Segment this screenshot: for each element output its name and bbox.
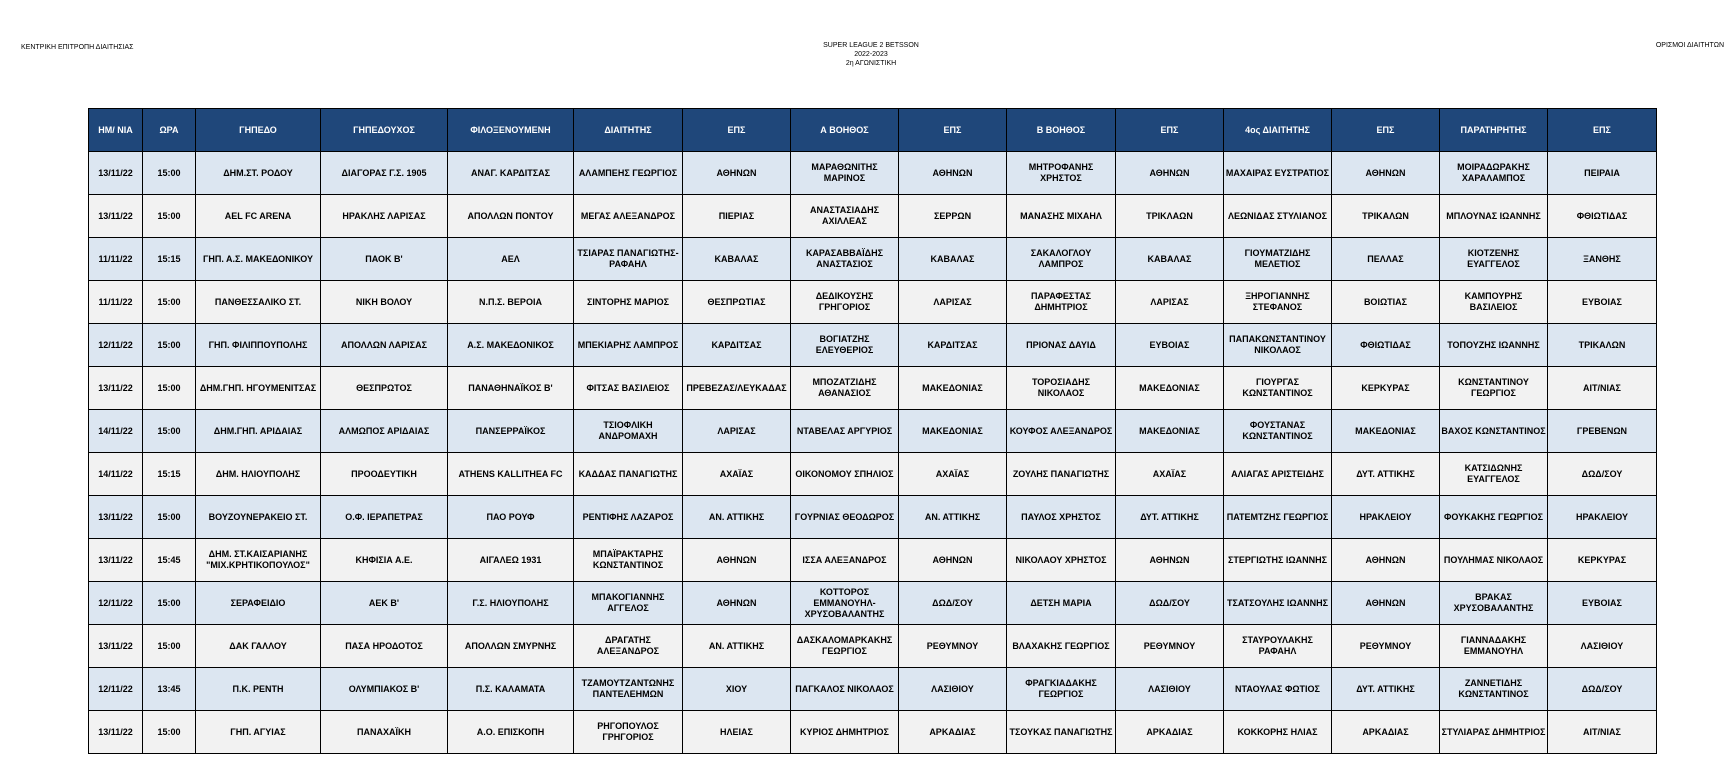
col-header-referee: ΔΙΑΙΤΗΤΗΣ: [574, 109, 683, 152]
cell-observer-eps: ΕΥΒΟΙΑΣ: [1548, 582, 1657, 625]
cell-fourth-official-eps: ΒΟΙΩΤΙΑΣ: [1332, 281, 1440, 324]
cell-fourth-official: ΓΙΟΥΜΑΤΖΙΔΗΣ ΜΕΛΕΤΙΟΣ: [1224, 238, 1332, 281]
cell-date: 11/11/22: [89, 281, 143, 324]
cell-away-team: Π.Σ. ΚΑΛΑΜΑΤΑ: [448, 668, 574, 711]
cell-assistant-b-eps: ΑΘΗΝΩΝ: [1116, 539, 1224, 582]
cell-assistant-a: ΒΟΓΙΑΤΖΗΣ ΕΛΕΥΘΕΡΙΟΣ: [791, 324, 899, 367]
cell-date: 13/11/22: [89, 195, 143, 238]
cell-date: 13/11/22: [89, 367, 143, 410]
cell-assistant-a-eps: ΚΑΒΑΛΑΣ: [899, 238, 1007, 281]
cell-stadium: AEL FC ARENA: [196, 195, 321, 238]
cell-assistant-b-eps: ΑΘΗΝΩΝ: [1116, 152, 1224, 195]
cell-assistant-b: ΒΛΑΧΑΚΗΣ ΓΕΩΡΓΙΟΣ: [1007, 625, 1116, 668]
cell-referee-eps: ΚΑΡΔΙΤΣΑΣ: [683, 324, 791, 367]
cell-observer-eps: ΔΩΔ/ΣΟΥ: [1548, 453, 1657, 496]
cell-away-team: ATHENS KALLITHEA FC: [448, 453, 574, 496]
cell-away-team: ΠΑΝΑΘΗΝΑΪΚΟΣ Β': [448, 367, 574, 410]
cell-referee: ΤΣΙΟΦΛΙΚΗ ΑΝΔΡΟΜΑΧΗ: [574, 410, 683, 453]
cell-referee: ΔΡΑΓΑΤΗΣ ΑΛΕΞΑΝΔΡΟΣ: [574, 625, 683, 668]
cell-referee: ΡΗΓΟΠΟΥΛΟΣ ΓΡΗΓΟΡΙΟΣ: [574, 711, 683, 754]
col-header-assistant-a-eps: ΕΠΣ: [899, 109, 1007, 152]
referee-assignments-table: [88, 108, 1657, 754]
cell-observer: ΤΟΠΟΥΖΗΣ ΙΩΑΝΝΗΣ: [1440, 324, 1548, 367]
cell-referee: ΜΠΕΚΙΑΡΗΣ ΛΑΜΠΡΟΣ: [574, 324, 683, 367]
cell-time: 15:15: [143, 238, 196, 281]
cell-time: 15:00: [143, 195, 196, 238]
cell-home-team: ΘΕΣΠΡΩΤΟΣ: [321, 367, 448, 410]
cell-fourth-official-eps: ΑΘΗΝΩΝ: [1332, 539, 1440, 582]
cell-date: 14/11/22: [89, 410, 143, 453]
col-header-observer-eps: ΕΠΣ: [1548, 109, 1657, 152]
cell-referee: ΜΕΓΑΣ ΑΛΕΞΑΝΔΡΟΣ: [574, 195, 683, 238]
cell-assistant-a-eps: ΑΘΗΝΩΝ: [899, 152, 1007, 195]
cell-date: 12/11/22: [89, 582, 143, 625]
cell-date: 13/11/22: [89, 539, 143, 582]
cell-fourth-official-eps: ΑΘΗΝΩΝ: [1332, 582, 1440, 625]
cell-away-team: Ν.Π.Σ. ΒΕΡΟΙΑ: [448, 281, 574, 324]
cell-assistant-b: ΖΟΥΛΗΣ ΠΑΝΑΓΙΩΤΗΣ: [1007, 453, 1116, 496]
cell-fourth-official: ΤΣΑΤΣΟΥΛΗΣ ΙΩΑΝΝΗΣ: [1224, 582, 1332, 625]
cell-fourth-official: ΦΟΥΣΤΑΝΑΣ ΚΩΝΣΤΑΝΤΙΝΟΣ: [1224, 410, 1332, 453]
season: 2022-2023: [854, 51, 888, 58]
cell-assistant-a: ΜΠΟΖΑΤΖΙΔΗΣ ΑΘΑΝΑΣΙΟΣ: [791, 367, 899, 410]
cell-assistant-b: ΦΡΑΓΚΙΑΔΑΚΗΣ ΓΕΩΡΓΙΟΣ: [1007, 668, 1116, 711]
cell-fourth-official: ΝΤΑΟΥΛΑΣ ΦΩΤΙΟΣ: [1224, 668, 1332, 711]
table-row: [89, 496, 1657, 539]
cell-home-team: ΑΕΚ Β': [321, 582, 448, 625]
cell-assistant-a-eps: ΡΕΘΥΜΝΟΥ: [899, 625, 1007, 668]
col-header-observer: ΠΑΡΑΤΗΡΗΤΗΣ: [1440, 109, 1548, 152]
col-header-home-team: ΓΗΠΕΔΟΥΧΟΣ: [321, 109, 448, 152]
cell-date: 13/11/22: [89, 152, 143, 195]
cell-observer: ΓΙΑΝΝΑΔΑΚΗΣ ΕΜΜΑΝΟΥΗΛ: [1440, 625, 1548, 668]
cell-fourth-official-eps: ΠΕΛΛΑΣ: [1332, 238, 1440, 281]
cell-assistant-a-eps: ΚΑΡΔΙΤΣΑΣ: [899, 324, 1007, 367]
cell-fourth-official-eps: ΜΑΚΕΔΟΝΙΑΣ: [1332, 410, 1440, 453]
cell-referee-eps: ΠΙΕΡΙΑΣ: [683, 195, 791, 238]
cell-stadium: ΓΗΠ. ΦΙΛΙΠΠΟΥΠΟΛΗΣ: [196, 324, 321, 367]
cell-assistant-b: ΝΙΚΟΛΑΟΥ ΧΡΗΣΤΟΣ: [1007, 539, 1116, 582]
cell-assistant-b-eps: ΑΡΚΑΔΙΑΣ: [1116, 711, 1224, 754]
cell-assistant-a: ΓΟΥΡΝΙΑΣ ΘΕΟΔΩΡΟΣ: [791, 496, 899, 539]
cell-away-team: ΑΠΟΛΛΩΝ ΠΟΝΤΟΥ: [448, 195, 574, 238]
cell-referee-eps: ΑΘΗΝΩΝ: [683, 582, 791, 625]
col-header-fourth-official: 4ος ΔΙΑΙΤΗΤΗΣ: [1224, 109, 1332, 152]
cell-home-team: ΠΑΣΑ ΗΡΟΔΟΤΟΣ: [321, 625, 448, 668]
table-body: [89, 152, 1657, 754]
header-row: [89, 109, 1657, 152]
cell-referee: ΣΙΝΤΟΡΗΣ ΜΑΡΙΟΣ: [574, 281, 683, 324]
cell-observer: ΣΤΥΛΙΑΡΑΣ ΔΗΜΗΤΡΙΟΣ: [1440, 711, 1548, 754]
cell-home-team: ΝΙΚΗ ΒΟΛΟΥ: [321, 281, 448, 324]
cell-fourth-official-eps: ΤΡΙΚΑΛΩΝ: [1332, 195, 1440, 238]
cell-referee: ΦΙΤΣΑΣ ΒΑΣΙΛΕΙΟΣ: [574, 367, 683, 410]
cell-assistant-b-eps: ΔΥΤ. ΑΤΤΙΚΗΣ: [1116, 496, 1224, 539]
cell-home-team: Ο.Φ. ΙΕΡΑΠΕΤΡΑΣ: [321, 496, 448, 539]
cell-observer-eps: ΑΙΤ/ΝΙΑΣ: [1548, 711, 1657, 754]
cell-home-team: ΔΙΑΓΟΡΑΣ Γ.Σ. 1905: [321, 152, 448, 195]
cell-observer: ΚΙΟΤΖΕΝΗΣ ΕΥΑΓΓΕΛΟΣ: [1440, 238, 1548, 281]
cell-assistant-a-eps: ΑΡΚΑΔΙΑΣ: [899, 711, 1007, 754]
cell-assistant-b: ΤΣΟΥΚΑΣ ΠΑΝΑΓΙΩΤΗΣ: [1007, 711, 1116, 754]
committee-name: ΚΕΝΤΡΙΚΗ ΕΠΙΤΡΟΠΗ ΔΙΑΙΤΗΣΙΑΣ: [21, 44, 134, 51]
cell-assistant-a: ΔΕΔΙΚΟΥΣΗΣ ΓΡΗΓΟΡΙΟΣ: [791, 281, 899, 324]
cell-referee: ΜΠΑΚΟΓΙΑΝΝΗΣ ΑΓΓΕΛΟΣ: [574, 582, 683, 625]
cell-assistant-a: ΚΟΤΤΟΡΟΣ ΕΜΜΑΝΟΥΗΛ-ΧΡΥΣΟΒΑΛΑΝΤΗΣ: [791, 582, 899, 625]
table-row: [89, 367, 1657, 410]
cell-assistant-b: ΔΕΤΣΗ ΜΑΡΙΑ: [1007, 582, 1116, 625]
cell-stadium: ΓΗΠ. ΑΓΥΙΑΣ: [196, 711, 321, 754]
cell-time: 15:00: [143, 152, 196, 195]
cell-stadium: ΠΑΝΘΕΣΣΑΛΙΚΟ ΣΤ.: [196, 281, 321, 324]
cell-assistant-b-eps: ΑΧΑΪΑΣ: [1116, 453, 1224, 496]
cell-date: 13/11/22: [89, 625, 143, 668]
col-header-assistant-b: Β ΒΟΗΘΟΣ: [1007, 109, 1116, 152]
cell-referee-eps: ΗΛΕΙΑΣ: [683, 711, 791, 754]
table-row: [89, 324, 1657, 367]
cell-assistant-a-eps: ΑΝ. ΑΤΤΙΚΗΣ: [899, 496, 1007, 539]
cell-fourth-official: ΑΛΙΑΓΑΣ ΑΡΙΣΤΕΙΔΗΣ: [1224, 453, 1332, 496]
cell-assistant-b: ΠΡΙΟΝΑΣ ΔΑΥΙΔ: [1007, 324, 1116, 367]
cell-assistant-b: ΜΑΝΑΣΗΣ ΜΙΧΑΗΛ: [1007, 195, 1116, 238]
cell-assistant-b: ΜΗΤΡΟΦΑΝΗΣ ΧΡΗΣΤΟΣ: [1007, 152, 1116, 195]
cell-fourth-official: ΜΑΧΑΙΡΑΣ ΕΥΣΤΡΑΤΙΟΣ: [1224, 152, 1332, 195]
cell-date: 13/11/22: [89, 711, 143, 754]
cell-observer: ΚΑΜΠΟΥΡΗΣ ΒΑΣΙΛΕΙΟΣ: [1440, 281, 1548, 324]
cell-observer: ΜΠΛΟΥΝΑΣ ΙΩΑΝΝΗΣ: [1440, 195, 1548, 238]
cell-referee: ΚΑΔΔΑΣ ΠΑΝΑΓΙΩΤΗΣ: [574, 453, 683, 496]
cell-date: 12/11/22: [89, 668, 143, 711]
col-header-referee-eps: ΕΠΣ: [683, 109, 791, 152]
col-header-assistant-b-eps: ΕΠΣ: [1116, 109, 1224, 152]
table-row: [89, 281, 1657, 324]
cell-time: 15:00: [143, 496, 196, 539]
cell-referee: ΜΠΑΪΡΑΚΤΑΡΗΣ ΚΩΝΣΤΑΝΤΙΝΟΣ: [574, 539, 683, 582]
cell-home-team: ΠΡΟΟΔΕΥΤΙΚΗ: [321, 453, 448, 496]
table-row: [89, 582, 1657, 625]
cell-home-team: ΟΛΥΜΠΙΑΚΟΣ Β': [321, 668, 448, 711]
cell-stadium: ΔΗΜ.ΓΗΠ. ΑΡΙΔΑΙΑΣ: [196, 410, 321, 453]
cell-fourth-official-eps: ΑΡΚΑΔΙΑΣ: [1332, 711, 1440, 754]
cell-assistant-a: ΜΑΡΑΘΩΝΙΤΗΣ ΜΑΡΙΝΟΣ: [791, 152, 899, 195]
cell-observer-eps: ΕΥΒΟΙΑΣ: [1548, 281, 1657, 324]
col-header-date: ΗΜ/ ΝΙΑ: [89, 109, 143, 152]
cell-stadium: Π.Κ. ΡΕΝΤΗ: [196, 668, 321, 711]
cell-home-team: ΠΑΟΚ Β': [321, 238, 448, 281]
cell-time: 15:00: [143, 625, 196, 668]
cell-referee: ΤΣΙΑΡΑΣ ΠΑΝΑΓΙΩΤΗΣ-ΡΑΦΑΗΛ: [574, 238, 683, 281]
col-header-away-team: ΦΙΛΟΞΕΝΟΥΜΕΝΗ: [448, 109, 574, 152]
cell-away-team: ΑΕΛ: [448, 238, 574, 281]
cell-assistant-a-eps: ΔΩΔ/ΣΟΥ: [899, 582, 1007, 625]
cell-home-team: ΠΑΝΑΧΑΪΚΗ: [321, 711, 448, 754]
cell-referee-eps: ΛΑΡΙΣΑΣ: [683, 410, 791, 453]
cell-time: 15:00: [143, 324, 196, 367]
document-type: ΟΡΙΣΜΟΙ ΔΙΑΙΤΗΤΩΝ: [1655, 42, 1724, 49]
cell-fourth-official: ΠΑΠΑΚΩΝΣΤΑΝΤΙΝΟΥ ΝΙΚΟΛΑΟΣ: [1224, 324, 1332, 367]
cell-observer-eps: ΑΙΤ/ΝΙΑΣ: [1548, 367, 1657, 410]
cell-stadium: ΔΗΜ. ΗΛΙΟΥΠΟΛΗΣ: [196, 453, 321, 496]
cell-time: 15:00: [143, 367, 196, 410]
cell-assistant-a-eps: ΣΕΡΡΩΝ: [899, 195, 1007, 238]
cell-date: 14/11/22: [89, 453, 143, 496]
cell-away-team: ΠΑΝΣΕΡΡΑΪΚΟΣ: [448, 410, 574, 453]
cell-assistant-b-eps: ΕΥΒΟΙΑΣ: [1116, 324, 1224, 367]
cell-assistant-b-eps: ΤΡΙΚΛΑΩΝ: [1116, 195, 1224, 238]
cell-time: 15:00: [143, 281, 196, 324]
cell-assistant-a: ΝΤΑΒΕΛΑΣ ΑΡΓΥΡΙΟΣ: [791, 410, 899, 453]
cell-assistant-a: ΠΑΓΚΑΛΟΣ ΝΙΚΟΛΑΟΣ: [791, 668, 899, 711]
cell-assistant-b-eps: ΜΑΚΕΔΟΝΙΑΣ: [1116, 367, 1224, 410]
cell-away-team: Α.Ο. ΕΠΙΣΚΟΠΗ: [448, 711, 574, 754]
cell-stadium: ΔΗΜ.ΓΗΠ. ΗΓΟΥΜΕΝΙΤΣΑΣ: [196, 367, 321, 410]
cell-referee-eps: ΧΙΟΥ: [683, 668, 791, 711]
cell-stadium: ΔΗΜ. ΣΤ.ΚΑΙΣΑΡΙΑΝΗΣ "ΜΙΧ.ΚΡΗΤΙΚΟΠΟΥΛΟΣ": [196, 539, 321, 582]
cell-assistant-b-eps: ΛΑΣΙΘΙΟΥ: [1116, 668, 1224, 711]
col-header-time: ΩΡΑ: [143, 109, 196, 152]
cell-observer-eps: ΦΘΙΩΤΙΔΑΣ: [1548, 195, 1657, 238]
cell-home-team: ΗΡΑΚΛΗΣ ΛΑΡΙΣΑΣ: [321, 195, 448, 238]
cell-assistant-b-eps: ΡΕΘΥΜΝΟΥ: [1116, 625, 1224, 668]
cell-observer-eps: ΛΑΣΙΘΙΟΥ: [1548, 625, 1657, 668]
cell-fourth-official: ΞΗΡΟΓΙΑΝΝΗΣ ΣΤΕΦΑΝΟΣ: [1224, 281, 1332, 324]
cell-assistant-b: ΣΑΚΑΛΟΓΛΟΥ ΛΑΜΠΡΟΣ: [1007, 238, 1116, 281]
col-header-assistant-a: Α ΒΟΗΘΟΣ: [791, 109, 899, 152]
cell-observer-eps: ΔΩΔ/ΣΟΥ: [1548, 668, 1657, 711]
cell-assistant-a-eps: ΜΑΚΕΔΟΝΙΑΣ: [899, 410, 1007, 453]
cell-fourth-official-eps: ΡΕΘΥΜΝΟΥ: [1332, 625, 1440, 668]
table-row: [89, 453, 1657, 496]
table-row: [89, 539, 1657, 582]
table-row: [89, 410, 1657, 453]
cell-away-team: ΑΝΑΓ. ΚΑΡΔΙΤΣΑΣ: [448, 152, 574, 195]
cell-referee-eps: ΚΑΒΑΛΑΣ: [683, 238, 791, 281]
cell-time: 15:00: [143, 410, 196, 453]
cell-observer-eps: ΠΕΙΡΑΙΑ: [1548, 152, 1657, 195]
cell-fourth-official: ΓΙΟΥΡΓΑΣ ΚΩΝΣΤΑΝΤΙΝΟΣ: [1224, 367, 1332, 410]
cell-referee-eps: ΑΝ. ΑΤΤΙΚΗΣ: [683, 496, 791, 539]
cell-referee-eps: ΘΕΣΠΡΩΤΙΑΣ: [683, 281, 791, 324]
cell-stadium: ΔΑΚ ΓΑΛΛΟΥ: [196, 625, 321, 668]
cell-home-team: ΑΠΟΛΛΩΝ ΛΑΡΙΣΑΣ: [321, 324, 448, 367]
table-row: [89, 152, 1657, 195]
cell-referee-eps: ΑΘΗΝΩΝ: [683, 152, 791, 195]
table-row: [89, 711, 1657, 754]
cell-observer-eps: ΤΡΙΚΑΛΩΝ: [1548, 324, 1657, 367]
cell-away-team: ΑΠΟΛΛΩΝ ΣΜΥΡΝΗΣ: [448, 625, 574, 668]
cell-observer: ΚΑΤΣΙΔΩΝΗΣ ΕΥΑΓΓΕΛΟΣ: [1440, 453, 1548, 496]
cell-stadium: ΓΗΠ. Α.Σ. ΜΑΚΕΔΟΝΙΚΟΥ: [196, 238, 321, 281]
cell-assistant-b-eps: ΔΩΔ/ΣΟΥ: [1116, 582, 1224, 625]
cell-date: 11/11/22: [89, 238, 143, 281]
cell-assistant-a-eps: ΑΧΑΪΑΣ: [899, 453, 1007, 496]
matchday: 2η ΑΓΩΝΙΣΤΙΚΗ: [845, 60, 897, 67]
cell-stadium: ΣΕΡΑΦΕΙΔΙΟ: [196, 582, 321, 625]
cell-time: 15:45: [143, 539, 196, 582]
cell-home-team: ΚΗΦΙΣΙΑ Α.Ε.: [321, 539, 448, 582]
cell-fourth-official-eps: ΔΥΤ. ΑΤΤΙΚΗΣ: [1332, 668, 1440, 711]
cell-assistant-a: ΚΥΡΙΟΣ ΔΗΜΗΤΡΙΟΣ: [791, 711, 899, 754]
cell-time: 15:00: [143, 582, 196, 625]
cell-stadium: ΒΟΥΖΟΥΝΕΡΑΚΕΙΟ ΣΤ.: [196, 496, 321, 539]
cell-assistant-a: ΚΑΡΑΣΑΒΒΑΪΔΗΣ ΑΝΑΣΤΑΣΙΟΣ: [791, 238, 899, 281]
cell-fourth-official: ΛΕΩΝΙΔΑΣ ΣΤΥΛΙΑΝΟΣ: [1224, 195, 1332, 238]
cell-fourth-official-eps: ΚΕΡΚΥΡΑΣ: [1332, 367, 1440, 410]
document-title: [771, 41, 971, 68]
cell-fourth-official-eps: ΗΡΑΚΛΕΙΟΥ: [1332, 496, 1440, 539]
cell-observer-eps: ΗΡΑΚΛΕΙΟΥ: [1548, 496, 1657, 539]
col-header-fourth-official-eps: ΕΠΣ: [1332, 109, 1440, 152]
cell-time: 15:15: [143, 453, 196, 496]
table-row: [89, 668, 1657, 711]
cell-assistant-a-eps: ΛΑΣΙΘΙΟΥ: [899, 668, 1007, 711]
cell-assistant-a-eps: ΛΑΡΙΣΑΣ: [899, 281, 1007, 324]
cell-assistant-b-eps: ΚΑΒΑΛΑΣ: [1116, 238, 1224, 281]
cell-assistant-a-eps: ΑΘΗΝΩΝ: [899, 539, 1007, 582]
cell-fourth-official-eps: ΦΘΙΩΤΙΔΑΣ: [1332, 324, 1440, 367]
cell-assistant-b: ΤΟΡΟΣΙΑΔΗΣ ΝΙΚΟΛΑΟΣ: [1007, 367, 1116, 410]
cell-observer: ΖΑΝΝΕΤΙΔΗΣ ΚΩΝΣΤΑΝΤΙΝΟΣ: [1440, 668, 1548, 711]
cell-referee-eps: ΑΧΑΪΑΣ: [683, 453, 791, 496]
cell-referee: ΡΕΝΤΙΦΗΣ ΛΑΖΑΡΟΣ: [574, 496, 683, 539]
cell-home-team: ΑΛΜΩΠΟΣ ΑΡΙΔΑΙΑΣ: [321, 410, 448, 453]
cell-observer-eps: ΓΡΕΒΕΝΩΝ: [1548, 410, 1657, 453]
cell-date: 12/11/22: [89, 324, 143, 367]
cell-referee: ΤΖΑΜΟΥΤΖΑΝΤΩΝΗΣ ΠΑΝΤΕΛΕΗΜΩΝ: [574, 668, 683, 711]
cell-away-team: ΑΙΓΑΛΕΩ 1931: [448, 539, 574, 582]
cell-observer: ΒΑΧΟΣ ΚΩΝΣΤΑΝΤΙΝΟΣ: [1440, 410, 1548, 453]
cell-observer-eps: ΞΑΝΘΗΣ: [1548, 238, 1657, 281]
cell-referee-eps: ΑΝ. ΑΤΤΙΚΗΣ: [683, 625, 791, 668]
cell-observer: ΦΟΥΚΑΚΗΣ ΓΕΩΡΓΙΟΣ: [1440, 496, 1548, 539]
cell-stadium: ΔΗΜ.ΣΤ. ΡΟΔΟΥ: [196, 152, 321, 195]
cell-fourth-official-eps: ΑΘΗΝΩΝ: [1332, 152, 1440, 195]
cell-observer: ΠΟΥΛΗΜΑΣ ΝΙΚΟΛΑΟΣ: [1440, 539, 1548, 582]
cell-assistant-b: ΚΟΥΦΟΣ ΑΛΕΞΑΝΔΡΟΣ: [1007, 410, 1116, 453]
cell-assistant-a: ΑΝΑΣΤΑΣΙΑΔΗΣ ΑΧΙΛΛΕΑΣ: [791, 195, 899, 238]
cell-away-team: Α.Σ. ΜΑΚΕΔΟΝΙΚΟΣ: [448, 324, 574, 367]
cell-assistant-a-eps: ΜΑΚΕΔΟΝΙΑΣ: [899, 367, 1007, 410]
cell-fourth-official: ΠΑΤΕΜΤΖΗΣ ΓΕΩΡΓΙΟΣ: [1224, 496, 1332, 539]
cell-assistant-b: ΠΑΥΛΟΣ ΧΡΗΣΤΟΣ: [1007, 496, 1116, 539]
cell-fourth-official: ΚΟΚΚΟΡΗΣ ΗΛΙΑΣ: [1224, 711, 1332, 754]
cell-time: 13:45: [143, 668, 196, 711]
cell-date: 13/11/22: [89, 496, 143, 539]
table-row: [89, 195, 1657, 238]
cell-assistant-a: ΟΙΚΟΝΟΜΟΥ ΣΠΗΛΙΟΣ: [791, 453, 899, 496]
cell-observer: ΒΡΑΚΑΣ ΧΡΥΣΟΒΑΛΑΝΤΗΣ: [1440, 582, 1548, 625]
cell-away-team: ΠΑΟ ΡΟΥΦ: [448, 496, 574, 539]
cell-referee: ΑΛΑΜΠΕΗΣ ΓΕΩΡΓΙΟΣ: [574, 152, 683, 195]
col-header-stadium: ΓΗΠΕΔΟ: [196, 109, 321, 152]
cell-assistant-a: ΔΑΣΚΑΛΟΜΑΡΚΑΚΗΣ ΓΕΩΡΓΙΟΣ: [791, 625, 899, 668]
cell-fourth-official-eps: ΔΥΤ. ΑΤΤΙΚΗΣ: [1332, 453, 1440, 496]
cell-observer: ΚΩΝΣΤΑΝΤΙΝΟΥ ΓΕΩΡΓΙΟΣ: [1440, 367, 1548, 410]
cell-assistant-b-eps: ΜΑΚΕΔΟΝΙΑΣ: [1116, 410, 1224, 453]
cell-referee-eps: ΠΡΕΒΕΖΑΣ/ΛΕΥΚΑΔΑΣ: [683, 367, 791, 410]
table-row: [89, 238, 1657, 281]
cell-assistant-b: ΠΑΡΑΦΕΣΤΑΣ ΔΗΜΗΤΡΙΟΣ: [1007, 281, 1116, 324]
cell-fourth-official: ΣΤΕΡΓΙΩΤΗΣ ΙΩΑΝΝΗΣ: [1224, 539, 1332, 582]
cell-referee-eps: ΑΘΗΝΩΝ: [683, 539, 791, 582]
table-row: [89, 625, 1657, 668]
cell-assistant-a: ΙΣΣΑ ΑΛΕΞΑΝΔΡΟΣ: [791, 539, 899, 582]
cell-away-team: Γ.Σ. ΗΛΙΟΥΠΟΛΗΣ: [448, 582, 574, 625]
cell-observer-eps: ΚΕΡΚΥΡΑΣ: [1548, 539, 1657, 582]
cell-observer: ΜΟΙΡΑΔΩΡΑΚΗΣ ΧΑΡΑΛΑΜΠΟΣ: [1440, 152, 1548, 195]
league-name: SUPER LEAGUE 2 BETSSON: [823, 42, 919, 49]
cell-time: 15:00: [143, 711, 196, 754]
cell-fourth-official: ΣΤΑΥΡΟΥΛΑΚΗΣ ΡΑΦΑΗΛ: [1224, 625, 1332, 668]
cell-assistant-b-eps: ΛΑΡΙΣΑΣ: [1116, 281, 1224, 324]
